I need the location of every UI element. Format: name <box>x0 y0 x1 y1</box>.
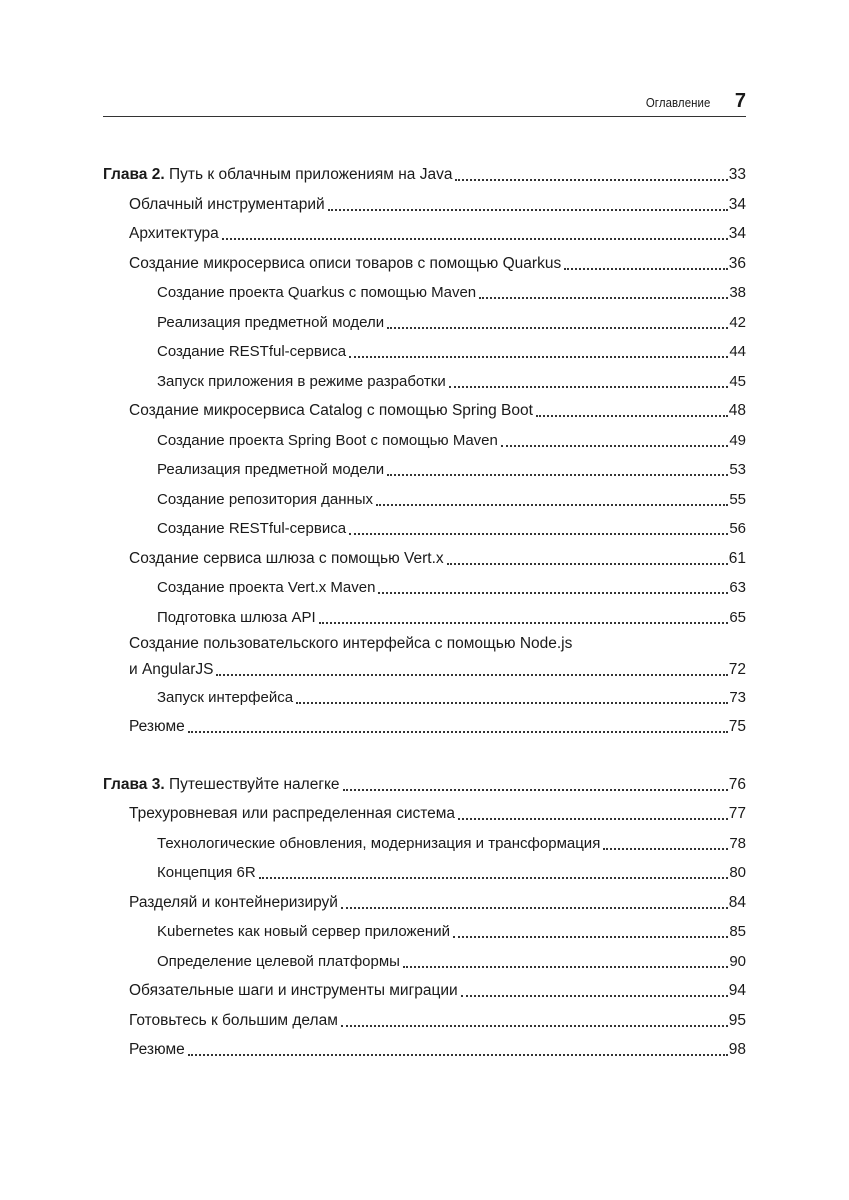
entry-title: Разделяй и контейнеризируй <box>129 893 338 911</box>
chapter-label: Глава 3. <box>103 775 165 793</box>
dot-leader <box>455 164 727 182</box>
chapter-label: Глава 2. <box>103 166 165 183</box>
entry-title: Создание проекта Spring Boot с помощью Maven <box>157 431 498 449</box>
page-ref: 44 <box>729 343 746 360</box>
toc-entry[interactable] <box>103 976 746 1006</box>
page-ref: 77 <box>728 805 746 822</box>
entry-title: Создание репозитория данных <box>157 490 374 508</box>
entry-title: Kubernetes как новый сервер приложений <box>157 923 450 940</box>
running-header-title: Оглавление <box>646 94 711 110</box>
toc-subentry[interactable] <box>103 455 746 485</box>
entry-title: Подготовка шлюза API <box>157 608 316 626</box>
dot-leader <box>216 658 727 676</box>
dot-leader <box>461 980 728 998</box>
dot-leader <box>188 716 728 734</box>
page-header <box>103 86 746 117</box>
entry-title: Трехуровневая или распределенная система <box>129 805 456 822</box>
page-ref: 80 <box>729 864 746 881</box>
entry-title-continuation: и AngularJS <box>129 660 214 678</box>
entry-title: Запуск интерфейса <box>157 688 294 706</box>
page-ref: 85 <box>729 923 746 940</box>
chapter-2 <box>103 160 746 742</box>
page-ref: 36 <box>728 254 746 272</box>
toc-entry[interactable] <box>103 712 746 742</box>
toc-subentry[interactable] <box>103 308 746 338</box>
toc-chapter-row[interactable] <box>103 770 746 800</box>
toc-entry[interactable] <box>103 544 746 574</box>
toc-subentry[interactable] <box>103 278 746 308</box>
entry-title: Обязательные шаги и инструменты миграции <box>129 982 458 999</box>
dot-leader <box>501 430 728 447</box>
table-of-contents <box>103 160 746 1093</box>
toc-entry[interactable] <box>103 190 746 220</box>
dot-leader <box>349 341 728 358</box>
entry-title: Реализация предметной модели <box>157 313 385 331</box>
dot-leader <box>458 803 728 821</box>
dot-leader <box>536 400 728 418</box>
entry-title: Создание проекта Vert.x Maven <box>157 579 376 596</box>
dot-leader <box>453 921 728 938</box>
toc-subentry[interactable] <box>103 426 746 456</box>
toc-entry[interactable] <box>103 396 746 426</box>
dot-leader <box>387 459 728 476</box>
page-ref: 49 <box>729 431 746 449</box>
page-ref: 65 <box>729 608 746 626</box>
page-ref: 45 <box>729 372 746 390</box>
dot-leader <box>349 518 728 535</box>
dot-leader <box>341 1009 728 1027</box>
entry-title: Концепция 6R <box>157 864 256 881</box>
page-ref: 75 <box>728 718 746 735</box>
toc-subentry[interactable] <box>103 683 746 713</box>
toc-subentry[interactable] <box>103 337 746 367</box>
page-ref: 73 <box>729 688 746 706</box>
dot-leader <box>188 1039 728 1057</box>
page-ref: 56 <box>729 520 746 537</box>
dot-leader <box>341 891 728 909</box>
chapter-title: Путь к облачным приложениям на Java <box>168 166 453 183</box>
dot-leader <box>603 833 728 850</box>
entry-title: Архитектура <box>129 225 219 242</box>
chapter-3 <box>103 770 746 1065</box>
entry-title: Резюме <box>129 718 185 735</box>
dot-leader <box>319 607 729 624</box>
entry-title: Создание микросервиса описи товаров с помощью Quarkus <box>129 254 562 272</box>
entry-title: Облачный инструментарий <box>129 195 325 213</box>
toc-subentry[interactable] <box>103 514 746 544</box>
toc-subentry[interactable] <box>103 947 746 977</box>
toc-entry[interactable] <box>103 799 746 829</box>
toc-subentry[interactable] <box>103 485 746 515</box>
dot-leader <box>343 773 728 791</box>
entry-title: Технологические обновления, модернизация и трансформация <box>157 834 601 852</box>
page-ref: 48 <box>728 402 746 419</box>
toc-entry[interactable] <box>103 1035 746 1065</box>
toc-entry[interactable] <box>103 219 746 249</box>
toc-subentry[interactable] <box>103 573 746 603</box>
page-ref: 55 <box>729 490 746 508</box>
dot-leader <box>403 951 728 968</box>
page-ref: 94 <box>728 982 746 999</box>
chapter-title: Путешествуйте налегке <box>168 775 340 793</box>
toc-entry[interactable] <box>103 888 746 918</box>
toc-subentry[interactable] <box>103 917 746 947</box>
toc-subentry[interactable] <box>103 367 746 397</box>
page-ref: 95 <box>728 1011 746 1029</box>
toc-entry-continuation[interactable] <box>103 656 746 683</box>
dot-leader <box>259 862 729 879</box>
page-ref: 63 <box>729 579 746 596</box>
page-ref: 33 <box>728 166 746 183</box>
page-ref: 98 <box>728 1041 746 1058</box>
page-ref: 72 <box>728 660 746 678</box>
page-ref: 38 <box>729 284 746 301</box>
page-ref: 53 <box>729 461 746 478</box>
entry-title: Создание пользовательского интерфейса с помощью Node.js <box>129 635 573 652</box>
toc-entry-wrapped[interactable] <box>103 632 746 656</box>
toc-subentry[interactable] <box>103 829 746 859</box>
dot-leader <box>564 252 728 270</box>
dot-leader <box>479 282 728 299</box>
dot-leader <box>328 193 728 211</box>
entry-title: Создание RESTful-сервиса <box>157 520 347 537</box>
toc-subentry[interactable] <box>103 858 746 888</box>
entry-title: Реализация предметной модели <box>157 461 385 478</box>
page-number: 7 <box>734 89 746 112</box>
page-ref: 76 <box>728 775 746 793</box>
page-ref: 78 <box>729 834 746 852</box>
page-ref: 42 <box>729 313 746 331</box>
dot-leader <box>447 547 728 565</box>
page-ref: 61 <box>728 549 746 567</box>
entry-title: Резюме <box>129 1041 185 1058</box>
entry-title: Создание микросервиса Catalog с помощью Spring Boot <box>129 402 533 419</box>
entry-title: Создание проекта Quarkus с помощью Maven <box>157 284 477 301</box>
toc-subentry[interactable] <box>103 603 746 633</box>
dot-leader <box>378 577 728 594</box>
entry-title: Создание RESTful-сервиса <box>157 343 347 360</box>
entry-title: Создание сервиса шлюза с помощью Vert.x <box>129 549 444 567</box>
entry-title: Запуск приложения в режиме разработки <box>157 372 446 390</box>
dot-leader <box>222 223 728 241</box>
toc-entry[interactable] <box>103 249 746 279</box>
dot-leader <box>376 489 728 506</box>
page-ref: 34 <box>728 225 746 242</box>
dot-leader <box>387 312 728 329</box>
toc-chapter-row[interactable] <box>103 160 746 190</box>
page-ref: 90 <box>729 952 746 970</box>
entry-title: Готовьтесь к большим делам <box>129 1011 338 1029</box>
toc-entry[interactable] <box>103 1006 746 1036</box>
page-ref: 84 <box>728 893 746 911</box>
page-ref: 34 <box>728 195 746 213</box>
dot-leader <box>296 687 728 704</box>
dot-leader <box>449 371 729 388</box>
entry-title: Определение целевой платформы <box>157 952 400 970</box>
